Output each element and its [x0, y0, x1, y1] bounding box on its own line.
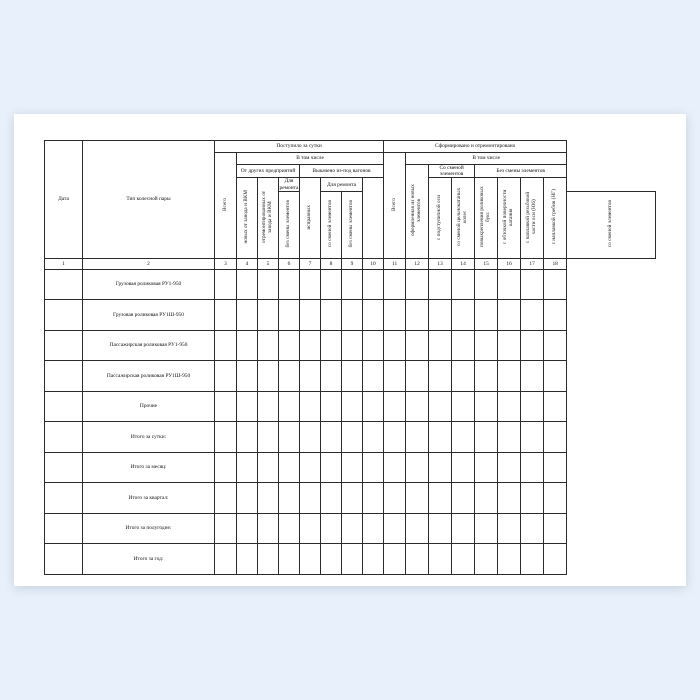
cell[interactable]: [279, 513, 300, 544]
cell[interactable]: [521, 452, 544, 483]
cell[interactable]: [406, 544, 429, 575]
cell[interactable]: [258, 513, 279, 544]
cell[interactable]: [429, 269, 452, 300]
cell[interactable]: [498, 361, 521, 392]
header-flange-surfacing: с наплавкой гребня (НГ): [544, 178, 567, 258]
cell[interactable]: [498, 544, 521, 575]
cell-wheelset-type[interactable]: Грузовая роликовая РУ1Ш-950: [83, 300, 215, 331]
cell[interactable]: [406, 330, 429, 361]
header-rolled-out-from-cars: Выкачено из-под вагонов: [300, 165, 384, 178]
cell[interactable]: [521, 269, 544, 300]
cell[interactable]: [258, 361, 279, 392]
cell[interactable]: [384, 513, 406, 544]
cell[interactable]: [215, 269, 237, 300]
column-number: 16: [498, 258, 521, 269]
cell[interactable]: [237, 452, 258, 483]
cell[interactable]: [384, 391, 406, 422]
cell[interactable]: [498, 513, 521, 544]
cell[interactable]: [544, 300, 567, 331]
cell[interactable]: [279, 269, 300, 300]
cell[interactable]: [429, 361, 452, 392]
column-number: 2: [83, 258, 215, 269]
cell[interactable]: [498, 330, 521, 361]
cell[interactable]: [475, 544, 498, 575]
cell[interactable]: [429, 544, 452, 575]
cell[interactable]: [215, 513, 237, 544]
header-with-axle-seat: с подступичной оси: [429, 178, 452, 258]
cell[interactable]: [384, 452, 406, 483]
cell-date[interactable]: [45, 422, 83, 453]
cell[interactable]: [279, 391, 300, 422]
cell[interactable]: [475, 391, 498, 422]
header-with-change-1: со сменой элементов: [321, 191, 342, 258]
cell[interactable]: [406, 391, 429, 422]
cell[interactable]: [363, 544, 384, 575]
cell[interactable]: [258, 544, 279, 575]
cell[interactable]: [215, 483, 237, 514]
header-without-element-change: Без смены элементов: [475, 165, 567, 178]
cell[interactable]: [475, 452, 498, 483]
cell[interactable]: [521, 361, 544, 392]
cell[interactable]: [342, 330, 363, 361]
cell[interactable]: [300, 483, 321, 514]
cell-wheelset-type[interactable]: Итого за полугодие:: [83, 513, 215, 544]
table-row[interactable]: [45, 361, 656, 392]
cell[interactable]: [300, 330, 321, 361]
cell-date[interactable]: [45, 513, 83, 544]
cell[interactable]: [384, 544, 406, 575]
cell[interactable]: [452, 452, 475, 483]
cell-wheelset-type[interactable]: Грузовая роликовая РУ1-950: [83, 269, 215, 300]
cell-wheelset-type[interactable]: Итого за сутки:: [83, 422, 215, 453]
cell[interactable]: [300, 361, 321, 392]
cell[interactable]: [342, 452, 363, 483]
cell[interactable]: [279, 452, 300, 483]
cell[interactable]: [258, 391, 279, 422]
cell[interactable]: [237, 391, 258, 422]
cell-date[interactable]: [45, 452, 83, 483]
cell[interactable]: [429, 452, 452, 483]
cell[interactable]: [498, 300, 521, 331]
cell[interactable]: [363, 483, 384, 514]
cell[interactable]: [237, 300, 258, 331]
cell[interactable]: [452, 544, 475, 575]
cell[interactable]: [321, 361, 342, 392]
cell[interactable]: [279, 483, 300, 514]
cell[interactable]: [429, 391, 452, 422]
cell[interactable]: [475, 330, 498, 361]
header-with-element-change: Со сменой элементов: [429, 165, 475, 178]
column-number: 6: [279, 258, 300, 269]
cell[interactable]: [215, 361, 237, 392]
cell[interactable]: [321, 544, 342, 575]
column-number: 14: [452, 258, 475, 269]
header-total-formed: Всего: [384, 153, 406, 259]
cell[interactable]: [321, 513, 342, 544]
cell[interactable]: [406, 422, 429, 453]
cell-wheelset-type[interactable]: Пассажирская роликовая РУ1Ш-950: [83, 361, 215, 392]
cell[interactable]: [258, 483, 279, 514]
cell-date[interactable]: [45, 269, 83, 300]
cell[interactable]: [544, 361, 567, 392]
cell[interactable]: [363, 361, 384, 392]
table-row[interactable]: [45, 269, 656, 300]
column-number: 15: [475, 258, 498, 269]
cell[interactable]: [321, 483, 342, 514]
cell[interactable]: [258, 269, 279, 300]
cell[interactable]: [342, 269, 363, 300]
cell[interactable]: [429, 513, 452, 544]
cell[interactable]: [521, 300, 544, 331]
cell[interactable]: [406, 300, 429, 331]
column-number: 8: [321, 258, 342, 269]
column-numbers-row: [45, 258, 656, 269]
table-row[interactable]: [45, 422, 656, 453]
cell[interactable]: [544, 452, 567, 483]
cell[interactable]: [406, 513, 429, 544]
header-tread-turning: с обточкой поверхности катания: [498, 178, 521, 258]
cell[interactable]: [237, 513, 258, 544]
header-repaired-from-plant: отремонтированных от завода и ВКМ: [258, 178, 279, 258]
cell[interactable]: [300, 300, 321, 331]
cell[interactable]: [498, 452, 521, 483]
cell[interactable]: [498, 483, 521, 514]
cell[interactable]: [279, 544, 300, 575]
cell[interactable]: [237, 330, 258, 361]
cell[interactable]: [279, 300, 300, 331]
table-row[interactable]: [45, 391, 656, 422]
cell[interactable]: [452, 391, 475, 422]
cell[interactable]: [363, 391, 384, 422]
header-for-repair-2: Для ремонта: [321, 178, 363, 191]
cell-date[interactable]: [45, 391, 83, 422]
cell[interactable]: [406, 361, 429, 392]
cell-date[interactable]: [45, 330, 83, 361]
cell[interactable]: [544, 330, 567, 361]
cell[interactable]: [300, 391, 321, 422]
cell[interactable]: [521, 391, 544, 422]
table-row[interactable]: [45, 513, 656, 544]
cell[interactable]: [237, 422, 258, 453]
column-number: 9: [342, 258, 363, 269]
cell[interactable]: [498, 391, 521, 422]
cell[interactable]: [429, 483, 452, 514]
cell[interactable]: [521, 422, 544, 453]
cell[interactable]: [429, 300, 452, 331]
cell[interactable]: [406, 483, 429, 514]
cell[interactable]: [300, 452, 321, 483]
cell[interactable]: [475, 361, 498, 392]
header-including-2: В том числе: [406, 153, 567, 165]
cell[interactable]: [342, 544, 363, 575]
cell[interactable]: [215, 422, 237, 453]
cell[interactable]: [321, 269, 342, 300]
cell[interactable]: [544, 422, 567, 453]
cell[interactable]: [321, 330, 342, 361]
cell-wheelset-type[interactable]: Прочие: [83, 391, 215, 422]
header-roller-bearing-remount: повыкрепления роликовых букс: [475, 178, 498, 258]
cell[interactable]: [258, 300, 279, 331]
cell[interactable]: [384, 422, 406, 453]
column-number: 5: [258, 258, 279, 269]
cell[interactable]: [384, 269, 406, 300]
header-total-received: Всего: [215, 153, 237, 259]
cell[interactable]: [429, 422, 452, 453]
cell[interactable]: [363, 330, 384, 361]
cell[interactable]: [475, 513, 498, 544]
cell[interactable]: [300, 513, 321, 544]
cell[interactable]: [215, 391, 237, 422]
cell[interactable]: [452, 422, 475, 453]
table-row[interactable]: [45, 544, 656, 575]
cell[interactable]: [300, 544, 321, 575]
column-number: 12: [406, 258, 429, 269]
cell[interactable]: [321, 300, 342, 331]
cell[interactable]: [429, 330, 452, 361]
cell[interactable]: [342, 391, 363, 422]
cell[interactable]: [544, 391, 567, 422]
cell[interactable]: [521, 483, 544, 514]
cell[interactable]: [258, 422, 279, 453]
cell-wheelset-type[interactable]: Итого за квартал:: [83, 483, 215, 514]
cell[interactable]: [498, 422, 521, 453]
header-for-repair-1: Для ремонта: [279, 178, 299, 191]
cell[interactable]: [544, 483, 567, 514]
column-number: 10: [363, 258, 384, 269]
header-with-wheel-change: со сменой цельнокатаных колес: [452, 178, 475, 258]
cell[interactable]: [544, 544, 567, 575]
cell[interactable]: [544, 513, 567, 544]
cell[interactable]: [237, 269, 258, 300]
cell[interactable]: [321, 452, 342, 483]
cell[interactable]: [215, 452, 237, 483]
cell[interactable]: [544, 269, 567, 300]
cell[interactable]: [406, 452, 429, 483]
cell[interactable]: [258, 330, 279, 361]
cell[interactable]: [363, 422, 384, 453]
column-number: 1: [45, 258, 83, 269]
cell[interactable]: [215, 330, 237, 361]
cell[interactable]: [215, 544, 237, 575]
cell[interactable]: [279, 361, 300, 392]
column-number: 3: [215, 258, 237, 269]
column-number: 7: [300, 258, 321, 269]
cell[interactable]: [215, 300, 237, 331]
cell[interactable]: [452, 269, 475, 300]
header-received-per-day: Поступило за сутки: [215, 141, 384, 153]
cell[interactable]: [342, 422, 363, 453]
cell[interactable]: [300, 269, 321, 300]
column-number: 4: [237, 258, 258, 269]
cell[interactable]: [475, 300, 498, 331]
cell[interactable]: [237, 483, 258, 514]
cell[interactable]: [475, 483, 498, 514]
header-with-change-2: со сменой элементов: [567, 191, 656, 258]
cell-date[interactable]: [45, 361, 83, 392]
cell[interactable]: [342, 361, 363, 392]
document-page: [14, 114, 686, 586]
cell[interactable]: [258, 452, 279, 483]
header-serviceable: исправных: [300, 178, 321, 258]
cell-wheelset-type[interactable]: Итого за год:: [83, 544, 215, 575]
column-number: 17: [521, 258, 544, 269]
header-new-from-plant: новых от завода и ВКМ: [237, 178, 258, 258]
cell-date[interactable]: [45, 544, 83, 575]
cell[interactable]: [406, 269, 429, 300]
cell[interactable]: [498, 269, 521, 300]
cell-wheelset-type[interactable]: Пассажирская роликовая РУ1-950: [83, 330, 215, 361]
cell[interactable]: [384, 300, 406, 331]
header-from-other-enterprises: От других предприятий: [237, 165, 300, 178]
table-row[interactable]: [45, 452, 656, 483]
cell[interactable]: [384, 330, 406, 361]
column-number: 18: [544, 258, 567, 269]
header-formed-from-new-elements: оформленная из новых элементов: [406, 165, 429, 259]
header-wheelset-type: Тип колесной пары: [83, 141, 215, 259]
header-axle-thread-surfacing: с наплавкой резьбовой части оси (Ю6): [521, 178, 544, 258]
wheelset-registry-table: [44, 140, 656, 575]
column-number: 11: [384, 258, 406, 269]
cell[interactable]: [321, 391, 342, 422]
column-number: 13: [429, 258, 452, 269]
header-without-change-2: без смены элементов: [342, 191, 363, 258]
header-without-change-1: без смены элементов: [279, 191, 300, 258]
cell[interactable]: [452, 483, 475, 514]
cell[interactable]: [237, 361, 258, 392]
header-formed-and-repaired: Сформировано и отремонтировано: [384, 141, 567, 153]
cell[interactable]: [521, 513, 544, 544]
cell[interactable]: [521, 330, 544, 361]
table-row[interactable]: [45, 330, 656, 361]
cell[interactable]: [475, 422, 498, 453]
cell[interactable]: [321, 422, 342, 453]
cell[interactable]: [363, 513, 384, 544]
cell[interactable]: [363, 452, 384, 483]
cell[interactable]: [452, 361, 475, 392]
cell[interactable]: [384, 483, 406, 514]
cell-date[interactable]: [45, 483, 83, 514]
cell[interactable]: [342, 483, 363, 514]
header-including-1: В том числе: [237, 153, 384, 165]
cell[interactable]: [452, 300, 475, 331]
table-row[interactable]: [45, 483, 656, 514]
cell[interactable]: [363, 269, 384, 300]
header-date: Дата: [45, 141, 83, 259]
cell[interactable]: [342, 513, 363, 544]
cell[interactable]: [237, 544, 258, 575]
cell[interactable]: [279, 330, 300, 361]
cell[interactable]: [342, 300, 363, 331]
cell[interactable]: [452, 330, 475, 361]
cell[interactable]: [452, 513, 475, 544]
cell[interactable]: [279, 422, 300, 453]
form-sheet: [44, 140, 656, 575]
header-for-repair-empty: [363, 178, 384, 258]
cell[interactable]: [521, 544, 544, 575]
cell[interactable]: [475, 269, 498, 300]
cell-wheelset-type[interactable]: Итого за месяц:: [83, 452, 215, 483]
table-row[interactable]: [45, 300, 656, 331]
cell-date[interactable]: [45, 300, 83, 331]
cell[interactable]: [363, 300, 384, 331]
cell[interactable]: [384, 361, 406, 392]
cell[interactable]: [300, 422, 321, 453]
